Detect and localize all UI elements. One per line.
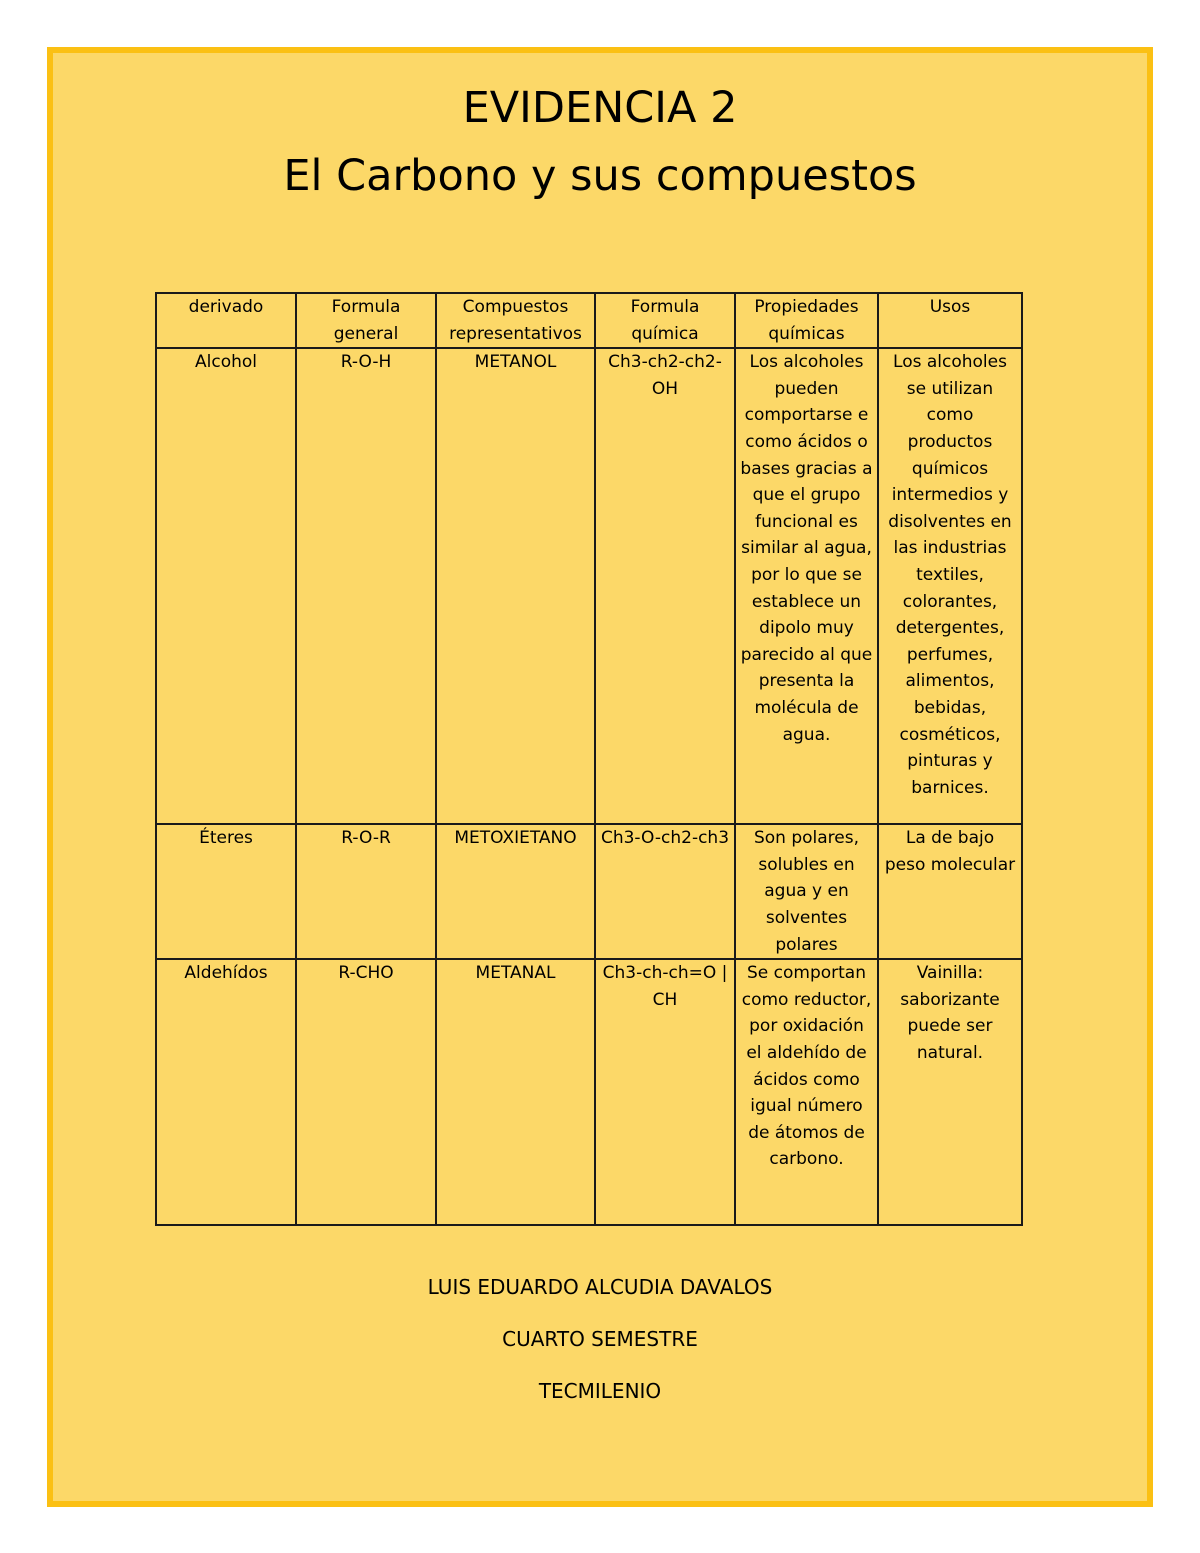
table-cell: Ch3-O-ch2-ch3 bbox=[595, 824, 735, 959]
table-cell: Éteres bbox=[156, 824, 296, 959]
document-subtitle: El Carbono y sus compuestos bbox=[283, 151, 917, 201]
table-cell: R-O-H bbox=[296, 348, 436, 824]
compounds-table bbox=[155, 292, 1023, 1226]
table-cell: METANOL bbox=[436, 348, 595, 824]
header-cell: Usos bbox=[878, 293, 1022, 348]
table-cell: METANAL bbox=[436, 959, 595, 1225]
table-cell: Son polares, solubles en agua y en solventes polares bbox=[735, 824, 878, 959]
table-row bbox=[156, 824, 1022, 959]
table-row bbox=[156, 348, 1022, 824]
table-cell: Ch3-ch2-ch2-OH bbox=[595, 348, 735, 824]
semester-label: CUARTO SEMESTRE bbox=[502, 1327, 698, 1351]
table-cell: Aldehídos bbox=[156, 959, 296, 1225]
table-cell: Ch3-ch-ch=O | CH bbox=[595, 959, 735, 1225]
header-cell: Propiedades químicas bbox=[735, 293, 878, 348]
table-cell: R-CHO bbox=[296, 959, 436, 1225]
header-cell: derivado bbox=[156, 293, 296, 348]
table-cell: Los alcoholes se utilizan como productos químicos intermedios y disolventes en las industrias textiles, colorantes, detergentes, perfumes, alimentos, bebidas, cosméticos, pinturas y barnices. bbox=[878, 348, 1022, 824]
table-cell: Se comportan como reductor, por oxidación el aldehído de ácidos como igual número de átomos de carbono. bbox=[735, 959, 878, 1225]
document-page bbox=[47, 47, 1153, 1507]
header-cell: Compuestos representativos bbox=[436, 293, 595, 348]
table-cell: R-O-R bbox=[296, 824, 436, 959]
table-cell: Los alcoholes pueden comportarse e como ácidos o bases gracias a que el grupo funcional es similar al agua, por lo que se establece un dipolo muy parecido al que presenta la molécula de agua. bbox=[735, 348, 878, 824]
table-cell: METOXIETANO bbox=[436, 824, 595, 959]
table-header-row bbox=[156, 293, 1022, 348]
table-cell: Alcohol bbox=[156, 348, 296, 824]
table-cell: Vainilla: saborizante puede ser natural. bbox=[878, 959, 1022, 1225]
header-cell: Formula general bbox=[296, 293, 436, 348]
table-row bbox=[156, 959, 1022, 1225]
document-title: EVIDENCIA 2 bbox=[462, 83, 738, 133]
author-name: LUIS EDUARDO ALCUDIA DAVALOS bbox=[427, 1275, 773, 1299]
school-name: TECMILENIO bbox=[538, 1379, 662, 1403]
header-cell: Formula química bbox=[595, 293, 735, 348]
table-cell: La de bajo peso molecular bbox=[878, 824, 1022, 959]
